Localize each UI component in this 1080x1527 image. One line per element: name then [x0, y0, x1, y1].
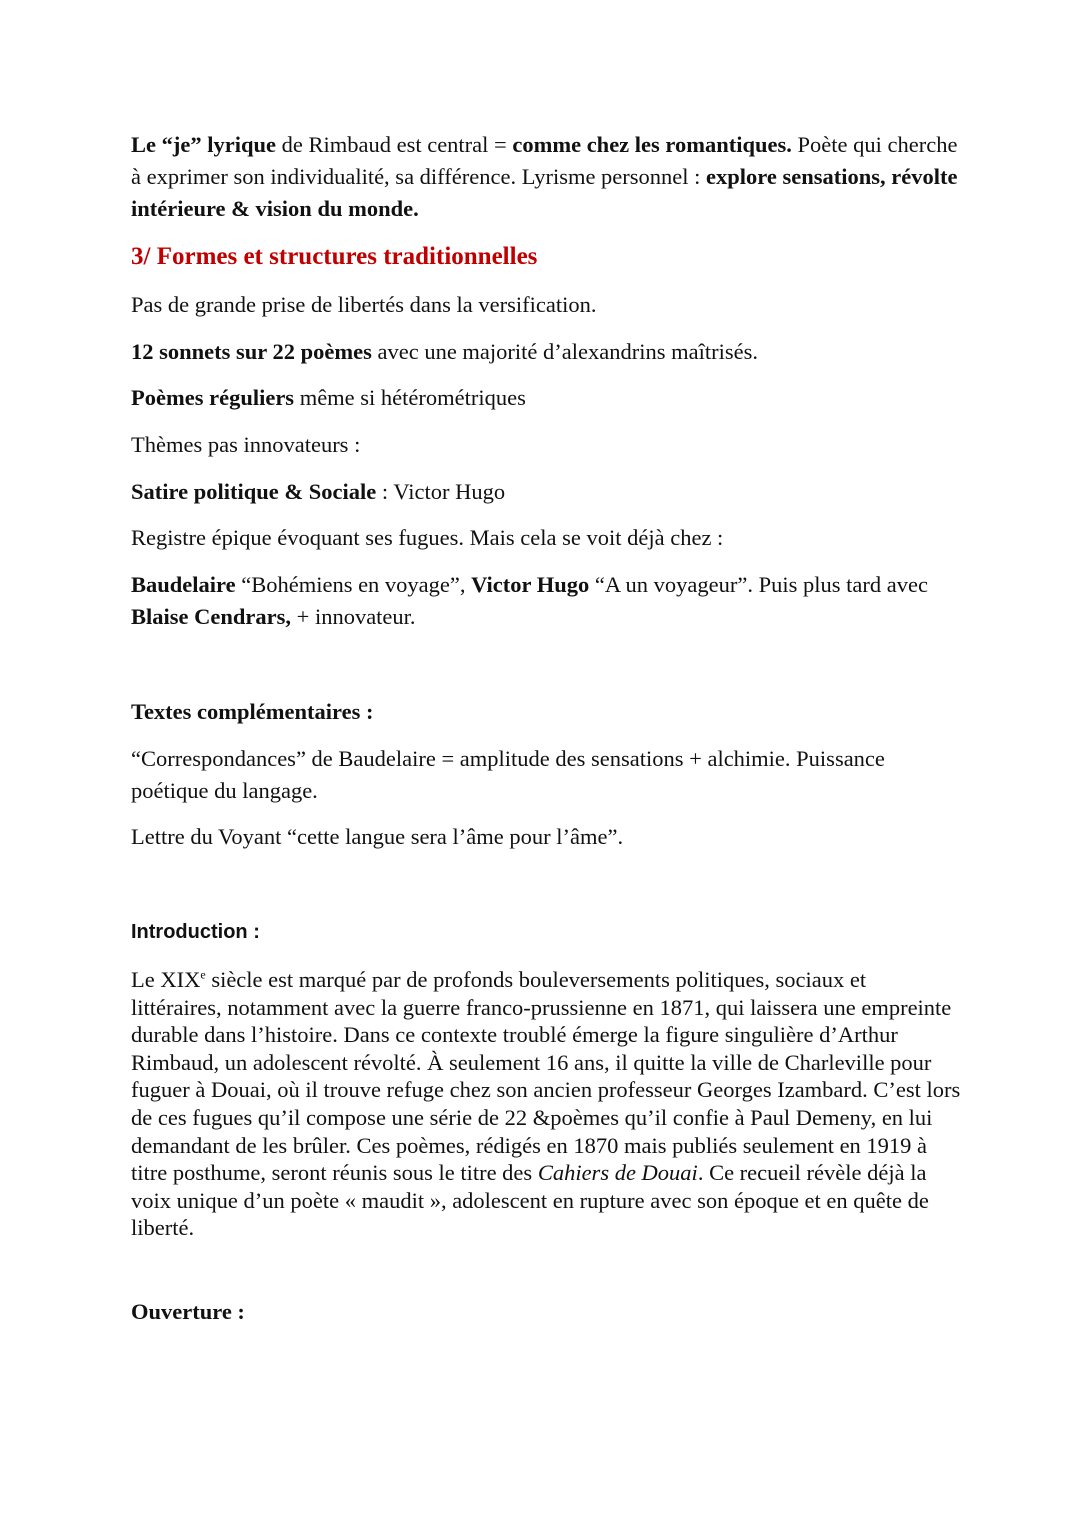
- heading-textes-complementaires: Textes complémentaires :: [131, 699, 374, 724]
- paragraph-je-lyrique: Le “je” lyrique de Rimbaud est central = comme chez les romantiques. Poète qui cherche à exprimer son individualité, sa différence. Lyrisme personnel : explore sensations, révolte intérieure & vision du monde.: [131, 132, 958, 221]
- bold-text: comme chez les romantiques.: [512, 132, 792, 157]
- bold-text: Baudelaire: [131, 572, 236, 597]
- bold-text: Victor Hugo: [471, 572, 590, 597]
- paragraph-versification: Pas de grande prise de libertés dans la versification.: [131, 292, 597, 317]
- paragraph-themes: Thèmes pas innovateurs :: [131, 432, 361, 457]
- paragraph-poemes-reguliers: Poèmes réguliers même si hétérométriques: [131, 385, 526, 410]
- bold-text: 12 sonnets sur 22 poèmes: [131, 339, 372, 364]
- paragraph-references: Baudelaire “Bohémiens en voyage”, Victor Hugo “A un voyageur”. Puis plus tard avec Blaise Cendrars, + innovateur.: [131, 572, 928, 629]
- bold-text: Le “je” lyrique: [131, 132, 276, 157]
- bold-text: explore sensations, révolte intérieure & vision du monde.: [131, 164, 958, 221]
- paragraph-registre-epique: Registre épique évoquant ses fugues. Mais cela se voit déjà chez :: [131, 525, 724, 550]
- paragraph-introduction: Le XIXe siècle est marqué par de profonds bouleversements politiques, sociaux et littéraires, notamment avec la guerre franco-prussienne en 1871, qui laissera une empreinte durable dans l’histoire. Dans ce contexte troublé émerge la figure singulière d’Arthur Rimbaud, un adolescent révolté. À seulement 16 ans, il quitte la ville de Charleville pour fuguer à Douai, où il trouve refuge chez son ancien professeur Georges Izambard. C’est lors de ces fugues qu’il compose une série de 22 &poèmes qu’il confie à Paul Demeny, en lui demandant de les brûler. Ces poèmes, rédigés en 1870 mais publiés seulement en 1919 à titre posthume, seront réunis sous le titre des Cahiers de Douai. Ce recueil révèle déjà la voix unique d’un poète « maudit », adolescent en rupture avec son époque et en quête de liberté.: [131, 967, 961, 1241]
- heading-ouverture: Ouverture :: [131, 1299, 245, 1324]
- paragraph-satire: Satire politique & Sociale : Victor Hugo: [131, 479, 506, 504]
- bold-text: Satire politique & Sociale: [131, 479, 377, 504]
- italic-title: Cahiers de Douai: [537, 1160, 698, 1186]
- bold-text: Blaise Cendrars,: [131, 604, 291, 629]
- section-heading-formes: 3/ Formes et structures traditionnelles: [131, 243, 538, 270]
- paragraph-correspondances: “Correspondances” de Baudelaire = amplitude des sensations + alchimie. Puissance poétique du langage.: [131, 746, 885, 803]
- paragraph-sonnets: 12 sonnets sur 22 poèmes avec une majorité d’alexandrins maîtrisés.: [131, 339, 758, 364]
- paragraph-lettre-voyant: Lettre du Voyant “cette langue sera l’âme pour l’âme”.: [131, 824, 624, 849]
- heading-introduction: Introduction :: [131, 921, 260, 943]
- bold-text: Poèmes réguliers: [131, 385, 295, 410]
